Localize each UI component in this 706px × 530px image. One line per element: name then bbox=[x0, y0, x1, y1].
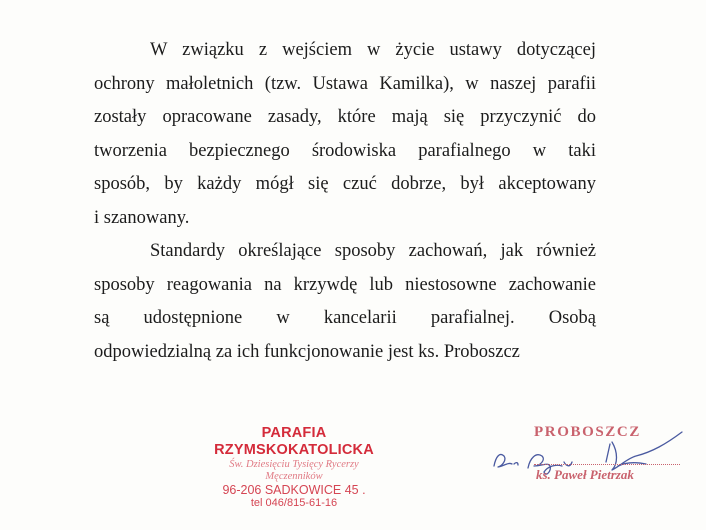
parish-stamp bbox=[194, 425, 394, 510]
text-line: są udostępnione w kancelarii parafialnej. Osobą bbox=[94, 308, 596, 328]
parish-stamp-dedication-2: Męczenników bbox=[265, 471, 323, 482]
parish-stamp-title: PARAFIA RZYMSKOKATOLICKA bbox=[214, 425, 374, 458]
text-line: Standardy określające sposoby zachowań, jak również bbox=[150, 241, 596, 261]
letter-body bbox=[94, 34, 596, 369]
text-line: sposoby reagowania na krzywdę lub niestosowne zachowanie bbox=[94, 274, 596, 295]
parish-stamp-dedication: Św. Dziesięciu Tysięcy Rycerzy bbox=[229, 459, 359, 470]
text-line: zostały opracowane zasady, które mają się przyczynić do bbox=[94, 107, 596, 127]
text-line: tworzenia bezpiecznego środowiska parafialnego w taki bbox=[94, 140, 596, 161]
parish-stamp-address: 96-206 SADKOWICE 45 . bbox=[222, 483, 366, 497]
pastor-stamp-title: PROBOSZCZ bbox=[534, 424, 641, 440]
text-line: i szanowany. bbox=[94, 207, 190, 228]
text-line: W związku z wejściem w życie ustawy dotyczącej bbox=[150, 40, 596, 60]
pastor-stamp-name: ks. Paweł Pietrzak bbox=[536, 467, 634, 482]
text-line: sposób, by każdy mógł się czuć dobrze, był akceptowany bbox=[94, 174, 596, 194]
text-line: ochrony małoletnich (tzw. Ustawa Kamilka), w naszej parafii bbox=[94, 73, 596, 94]
parish-stamp-phone: tel 046/815-61-16 bbox=[250, 497, 338, 509]
text-line: odpowiedzialną za ich funkcjonowanie jest ks. Proboszcz bbox=[94, 341, 520, 362]
pastor-stamp-divider bbox=[534, 464, 680, 465]
